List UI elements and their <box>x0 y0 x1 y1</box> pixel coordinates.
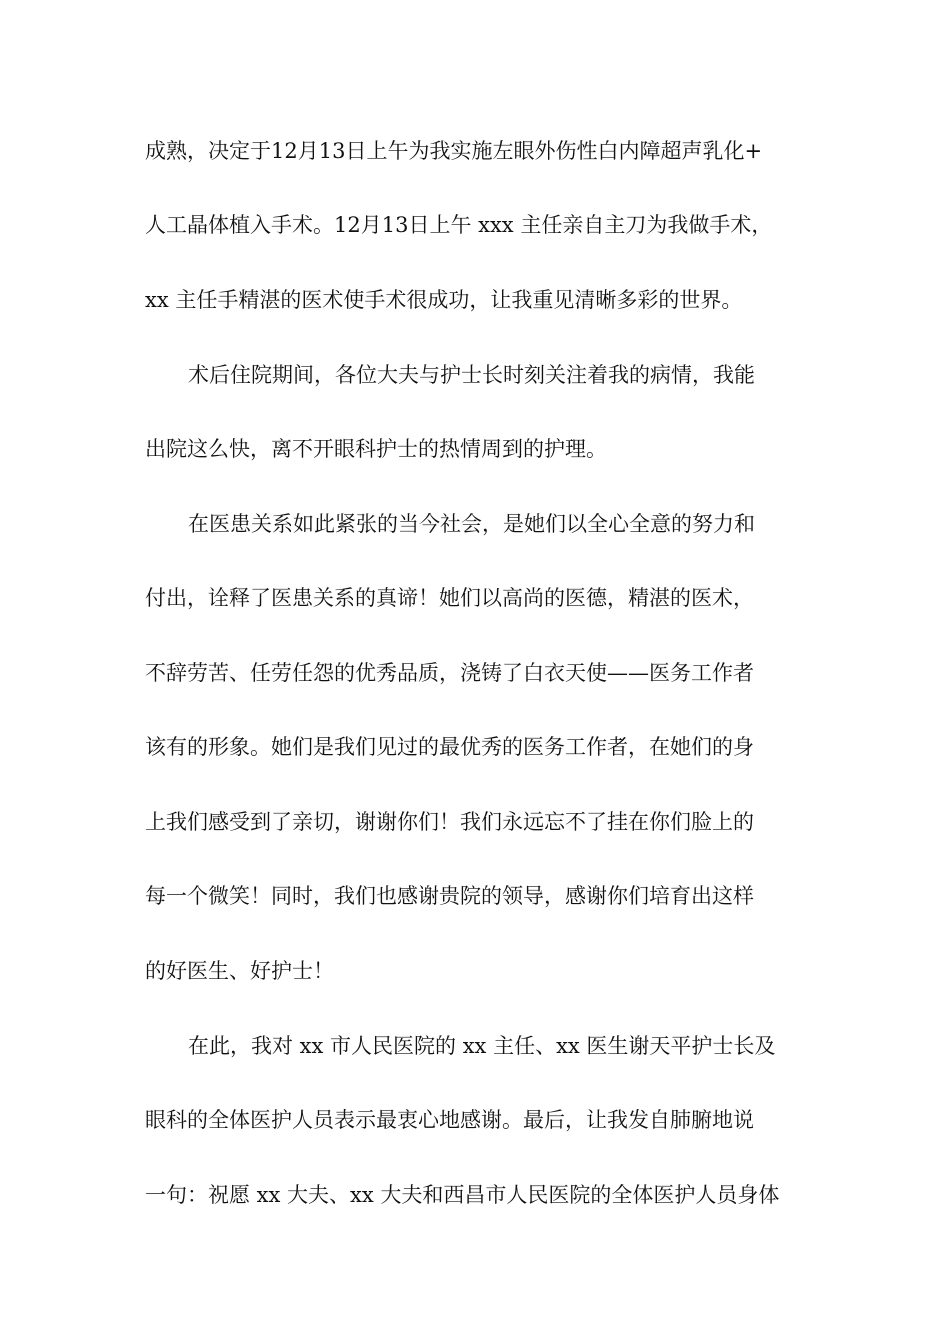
text-line: xx 主任手精湛的医术使手术很成功，让我重见清晰多彩的世界。 <box>145 288 743 312</box>
paragraph-start-line: 在此，我对 xx 市人民医院的 xx 主任、xx 医生谢天平护士长及 <box>188 1034 776 1058</box>
paragraph-start-line: 在医患关系如此紧张的当今社会，是她们以全心全意的努力和 <box>188 512 755 536</box>
text-line: 出院这么快，离不开眼科护士的热情周到的护理。 <box>145 437 607 461</box>
text-line: 的好医生、好护士！ <box>145 959 334 983</box>
text-line: 一句：祝愿 xx 大夫、xx 大夫和西昌市人民医院的全体医护人员身体 <box>145 1183 780 1207</box>
paragraph-start-line: 术后住院期间，各位大夫与护士长时刻关注着我的病情，我能 <box>188 363 755 387</box>
text-line: 成熟，决定于12月13日上午为我实施左眼外伤性白内障超声乳化+ <box>145 139 763 163</box>
text-line: 不辞劳苦、任劳任怨的优秀品质，浇铸了白衣天使——医务工作者 <box>145 661 754 685</box>
text-line: 该有的形象。她们是我们见过的最优秀的医务工作者，在她们的身 <box>145 735 754 759</box>
text-line: 眼科的全体医护人员表示最衷心地感谢。最后，让我发自肺腑地说 <box>145 1108 754 1132</box>
text-line: 付出，诠释了医患关系的真谛！她们以高尚的医德，精湛的医术， <box>145 586 754 610</box>
text-line: 每一个微笑！同时，我们也感谢贵院的领导，感谢你们培育出这样 <box>145 884 754 908</box>
text-line: 上我们感受到了亲切，谢谢你们！我们永远忘不了挂在你们脸上的 <box>145 810 754 834</box>
text-line: 人工晶体植入手术。12月13日上午 xxx 主任亲自主刀为我做手术， <box>145 213 773 237</box>
